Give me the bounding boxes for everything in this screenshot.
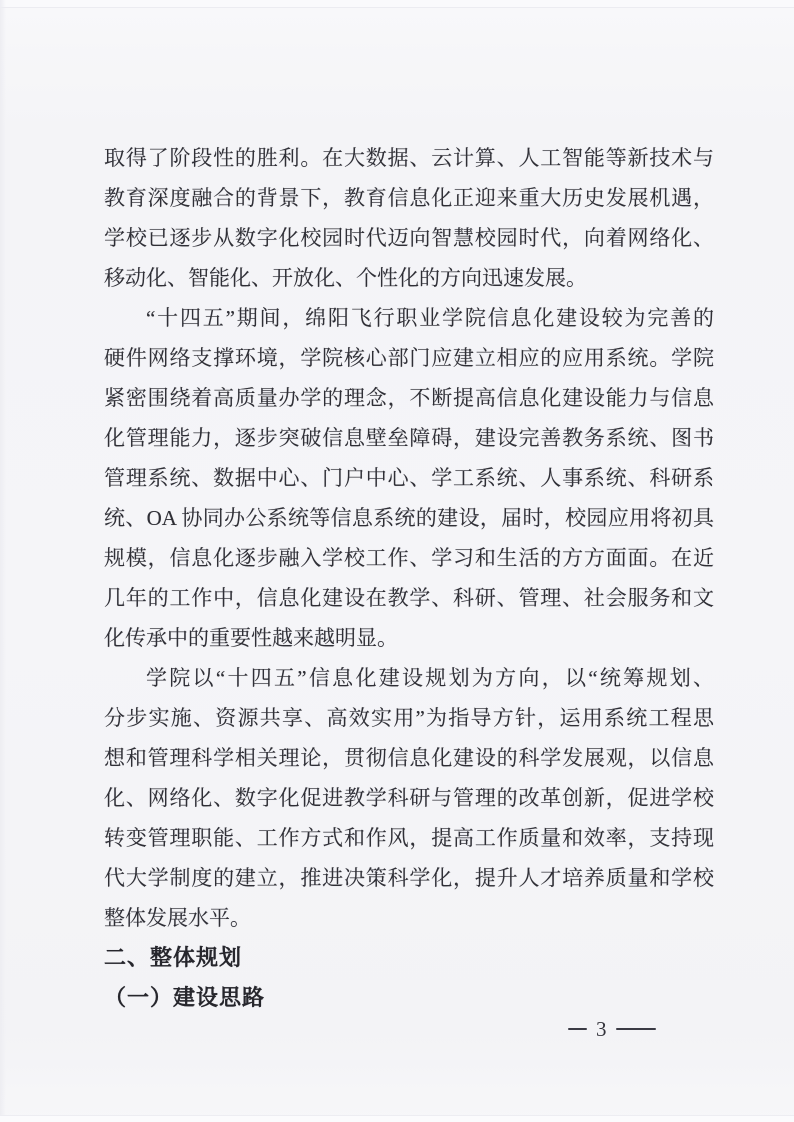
section-heading: 二、整体规划 <box>104 945 243 970</box>
document-body <box>104 138 714 1018</box>
paragraph-line: 几年的工作中，信息化建设在教学、科研、管理、社会服务和文 <box>104 586 714 610</box>
subsection-heading: （一）建设思路 <box>104 985 266 1010</box>
page-footer <box>568 1016 656 1042</box>
paragraph-line: 管理系统、数据中心、门户中心、学工系统、人事系统、科研系 <box>104 466 714 490</box>
page-number: 3 <box>596 1017 607 1041</box>
paragraph-line: 化、网络化、数字化促进教学科研与管理的改革创新，促进学校 <box>104 786 714 810</box>
paragraph-line: 统、OA 协同办公系统等信息系统的建设，届时，校园应用将初具 <box>104 506 714 530</box>
paragraph-line: 代大学制度的建立，推进决策科学化，提升人才培养质量和学校 <box>104 866 714 890</box>
paragraph-line: 想和管理科学相关理论，贯彻信息化建设的科学发展观，以信息 <box>104 746 714 770</box>
paragraph-line: 分步实施、资源共享、高效实用”为指导方针，运用系统工程思 <box>104 706 714 730</box>
paragraph-line: 移动化、智能化、开放化、个性化的方向迅速发展。 <box>104 266 587 290</box>
paragraph-line: 学院以“十四五”信息化建设规划为方向，以“统筹规划、 <box>146 666 714 690</box>
paragraph-line: 教育深度融合的背景下，教育信息化正迎来重大历史发展机遇， <box>104 186 714 210</box>
scan-edge-top <box>0 0 794 8</box>
scan-edge-left <box>0 0 6 1122</box>
paragraph-line: 整体发展水平。 <box>104 906 251 930</box>
paragraph-line: 化管理能力，逐步突破信息壁垒障碍，建设完善教务系统、图书 <box>104 426 714 450</box>
paragraph-line: 紧密围绕着高质量办学的理念，不断提高信息化建设能力与信息 <box>104 386 714 410</box>
paragraph-line: 转变管理职能、工作方式和作风，提高工作质量和效率，支持现 <box>104 826 714 850</box>
paragraph-line: 取得了阶段性的胜利。在大数据、云计算、人工智能等新技术与 <box>104 146 714 170</box>
paragraph-line: “十四五”期间，绵阳飞行职业学院信息化建设较为完善的 <box>146 306 714 330</box>
paragraph-line: 硬件网络支撑环境，学院核心部门应建立相应的应用系统。学院 <box>104 346 714 370</box>
paragraph-line: 学校已逐步从数字化校园时代迈向智慧校园时代，向着网络化、 <box>104 226 714 250</box>
footer-dash-left <box>568 1028 587 1030</box>
footer-dash-right <box>616 1028 656 1030</box>
paragraph-line: 规模，信息化逐步融入学校工作、学习和生活的方方面面。在近 <box>104 546 714 570</box>
paragraph-line: 化传承中的重要性越来越明显。 <box>104 626 398 650</box>
scan-edge-bottom <box>0 1115 794 1122</box>
